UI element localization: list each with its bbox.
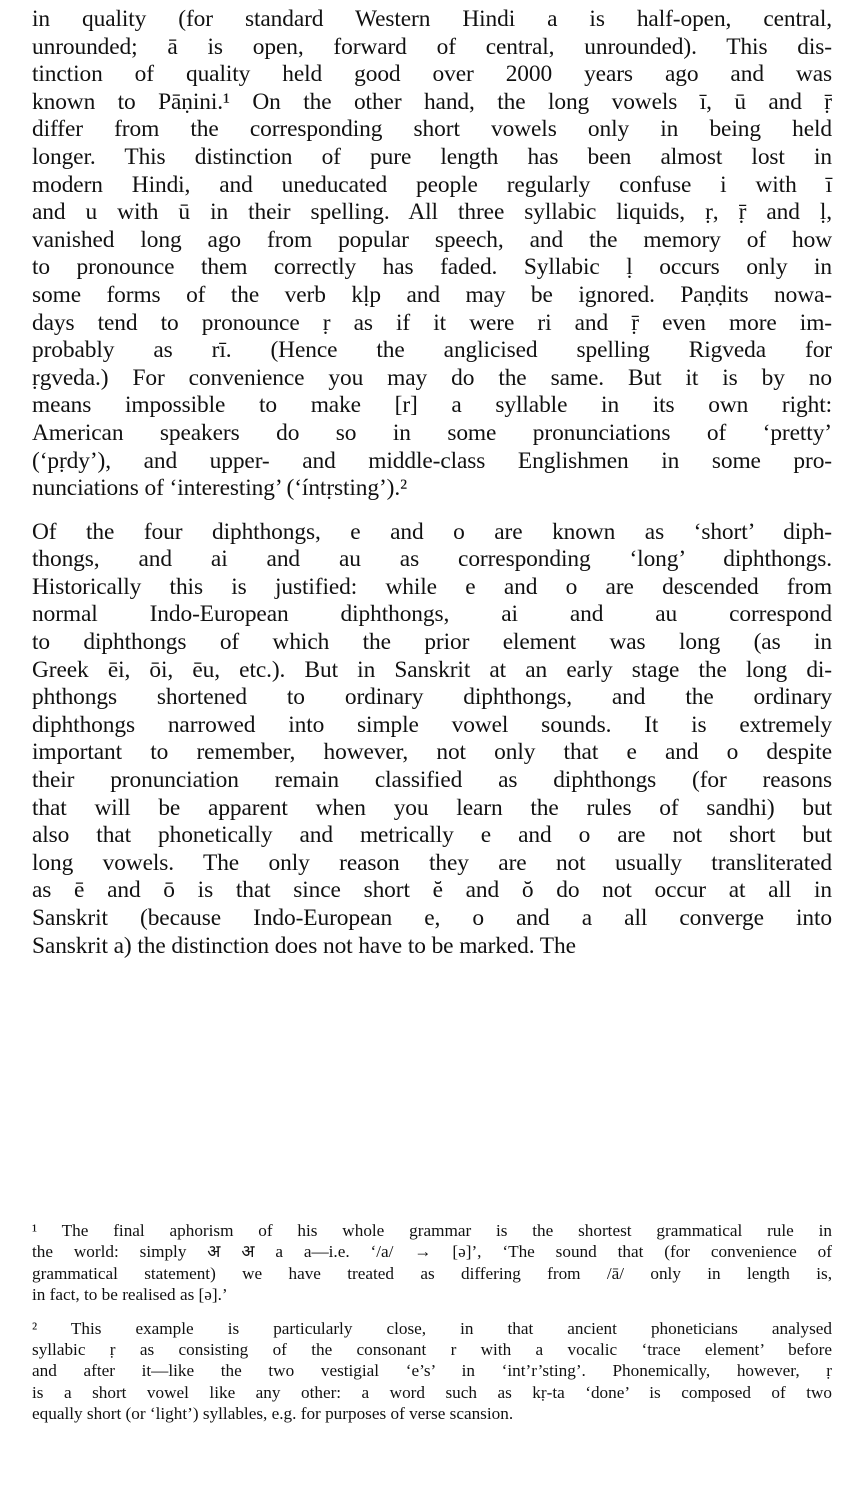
- footnotes: [32, 1220, 832, 1437]
- footnote-line: ² This example is particularly close, in that ancient phoneticians analysed: [32, 1318, 832, 1338]
- footnote-line: grammatical statement) we have treated as differing from /ā/ only in length is,: [32, 1263, 832, 1283]
- text-line: normal Indo-European diphthongs, ai and au correspond: [32, 601, 832, 628]
- text-line: differ from the corresponding short vowels only in being held: [32, 116, 832, 143]
- footnote-line: is a short vowel like any other: a word such as kṛ-ta ‘done’ is composed of two: [32, 1382, 832, 1402]
- text-line: (‘pṛdy’), and upper- and middle-class Englishmen in some pro-: [32, 447, 832, 474]
- page-body: [32, 6, 832, 976]
- text-line: means impossible to make [r] a syllable in its own right:: [32, 392, 832, 419]
- footnote-line: ¹ The final aphorism of his whole grammar is the shortest grammatical rule in: [32, 1221, 832, 1240]
- text-line: that will be apparent when you learn the rules of sandhi) but: [32, 794, 832, 821]
- text-line: diphthongs narrowed into simple vowel sounds. It is extremely: [32, 711, 832, 738]
- text-line: Greek ēi, ōi, ēu, etc.). But in Sanskrit at an early stage the long di-: [32, 656, 832, 683]
- text-line: longer. This distinction of pure length has been almost lost in: [32, 143, 832, 170]
- footnote-line: syllabic ṛ as consisting of the consonant r with a vocalic ‘trace element’ before: [32, 1340, 832, 1360]
- main-text: [32, 6, 832, 960]
- text-line: Sanskrit a) the distinction does not have to be marked. The: [32, 932, 576, 959]
- text-line: Sanskrit (because Indo-European e, o and a all converge into: [32, 905, 832, 931]
- text-line: modern Hindi, and uneducated people regularly confuse i with ī: [32, 171, 832, 198]
- text-line: Of the four diphthongs, e and o are known as ‘short’ diph-: [32, 518, 832, 545]
- footnote-line: in fact, to be realised as [ə].’: [32, 1285, 228, 1305]
- text-line: thongs, and ai and au as corresponding ‘long’ diphthongs.: [32, 546, 832, 573]
- text-line: long vowels. The only reason they are not usually transliterated: [32, 849, 832, 876]
- text-line: ṛgveda.) For convenience you may do the same. But it is by no: [32, 364, 832, 391]
- text-line: known to Pāṇini.¹ On the other hand, the long vowels ī, ū and ṝ: [32, 88, 832, 115]
- text-line: American speakers do so in some pronunciations of ‘pretty’: [32, 419, 832, 446]
- text-line: in quality (for standard Western Hindi a is half-open, central,: [32, 6, 832, 32]
- footnote-line: equally short (or ‘light’) syllables, e.g. for purposes of verse scansion.: [32, 1404, 514, 1424]
- text-line: some forms of the verb kḷp and may be ignored. Paṇḍits nowa-: [32, 281, 832, 308]
- text-line: probably as rī. (Hence the anglicised spelling Rigveda for: [32, 337, 832, 364]
- footnote-line: the world: simply अ अ a a—i.e. ‘/a/ → [ə]’, ‘The sound that (for convenience of: [32, 1242, 832, 1262]
- text-line: days tend to pronounce ṛ as if it were ri and ṝ even more im-: [32, 309, 832, 336]
- text-line: important to remember, however, not only that e and o despite: [32, 739, 832, 766]
- text-line: nunciations of ‘interesting’ (‘íntṛsting’).²: [32, 475, 408, 502]
- footnote-line: and after it—like the two vestigial ‘e’s’ in ‘int’r’sting’. Phonemically, however, ṛ: [32, 1361, 832, 1381]
- text-line: unrounded; ā is open, forward of central, unrounded). This dis-: [32, 33, 832, 60]
- paragraph-2: [32, 519, 832, 961]
- text-line: as ē and ō is that since short ĕ and ŏ do not occur at all in: [32, 877, 832, 904]
- text-line: Historically this is justified: while e and o are descended from: [32, 573, 832, 600]
- text-line: to diphthongs of which the prior element was long (as in: [32, 629, 832, 656]
- footnote-2: [32, 1318, 832, 1425]
- text-line: to pronounce them correctly has faded. Syllabic ḷ occurs only in: [32, 254, 832, 281]
- footnote-1: [32, 1220, 832, 1306]
- text-line: also that phonetically and metrically e and o are not short but: [32, 822, 832, 849]
- text-line: their pronunciation remain classified as diphthongs (for reasons: [32, 767, 832, 794]
- text-line: tinction of quality held good over 2000 years ago and was: [32, 61, 832, 88]
- text-line: vanished long ago from popular speech, and the memory of how: [32, 226, 832, 253]
- paragraph-1: [32, 6, 832, 503]
- text-line: and u with ū in their spelling. All three syllabic liquids, ṛ, ṝ and ḷ,: [32, 199, 832, 226]
- text-line: phthongs shortened to ordinary diphthongs, and the ordinary: [32, 684, 832, 711]
